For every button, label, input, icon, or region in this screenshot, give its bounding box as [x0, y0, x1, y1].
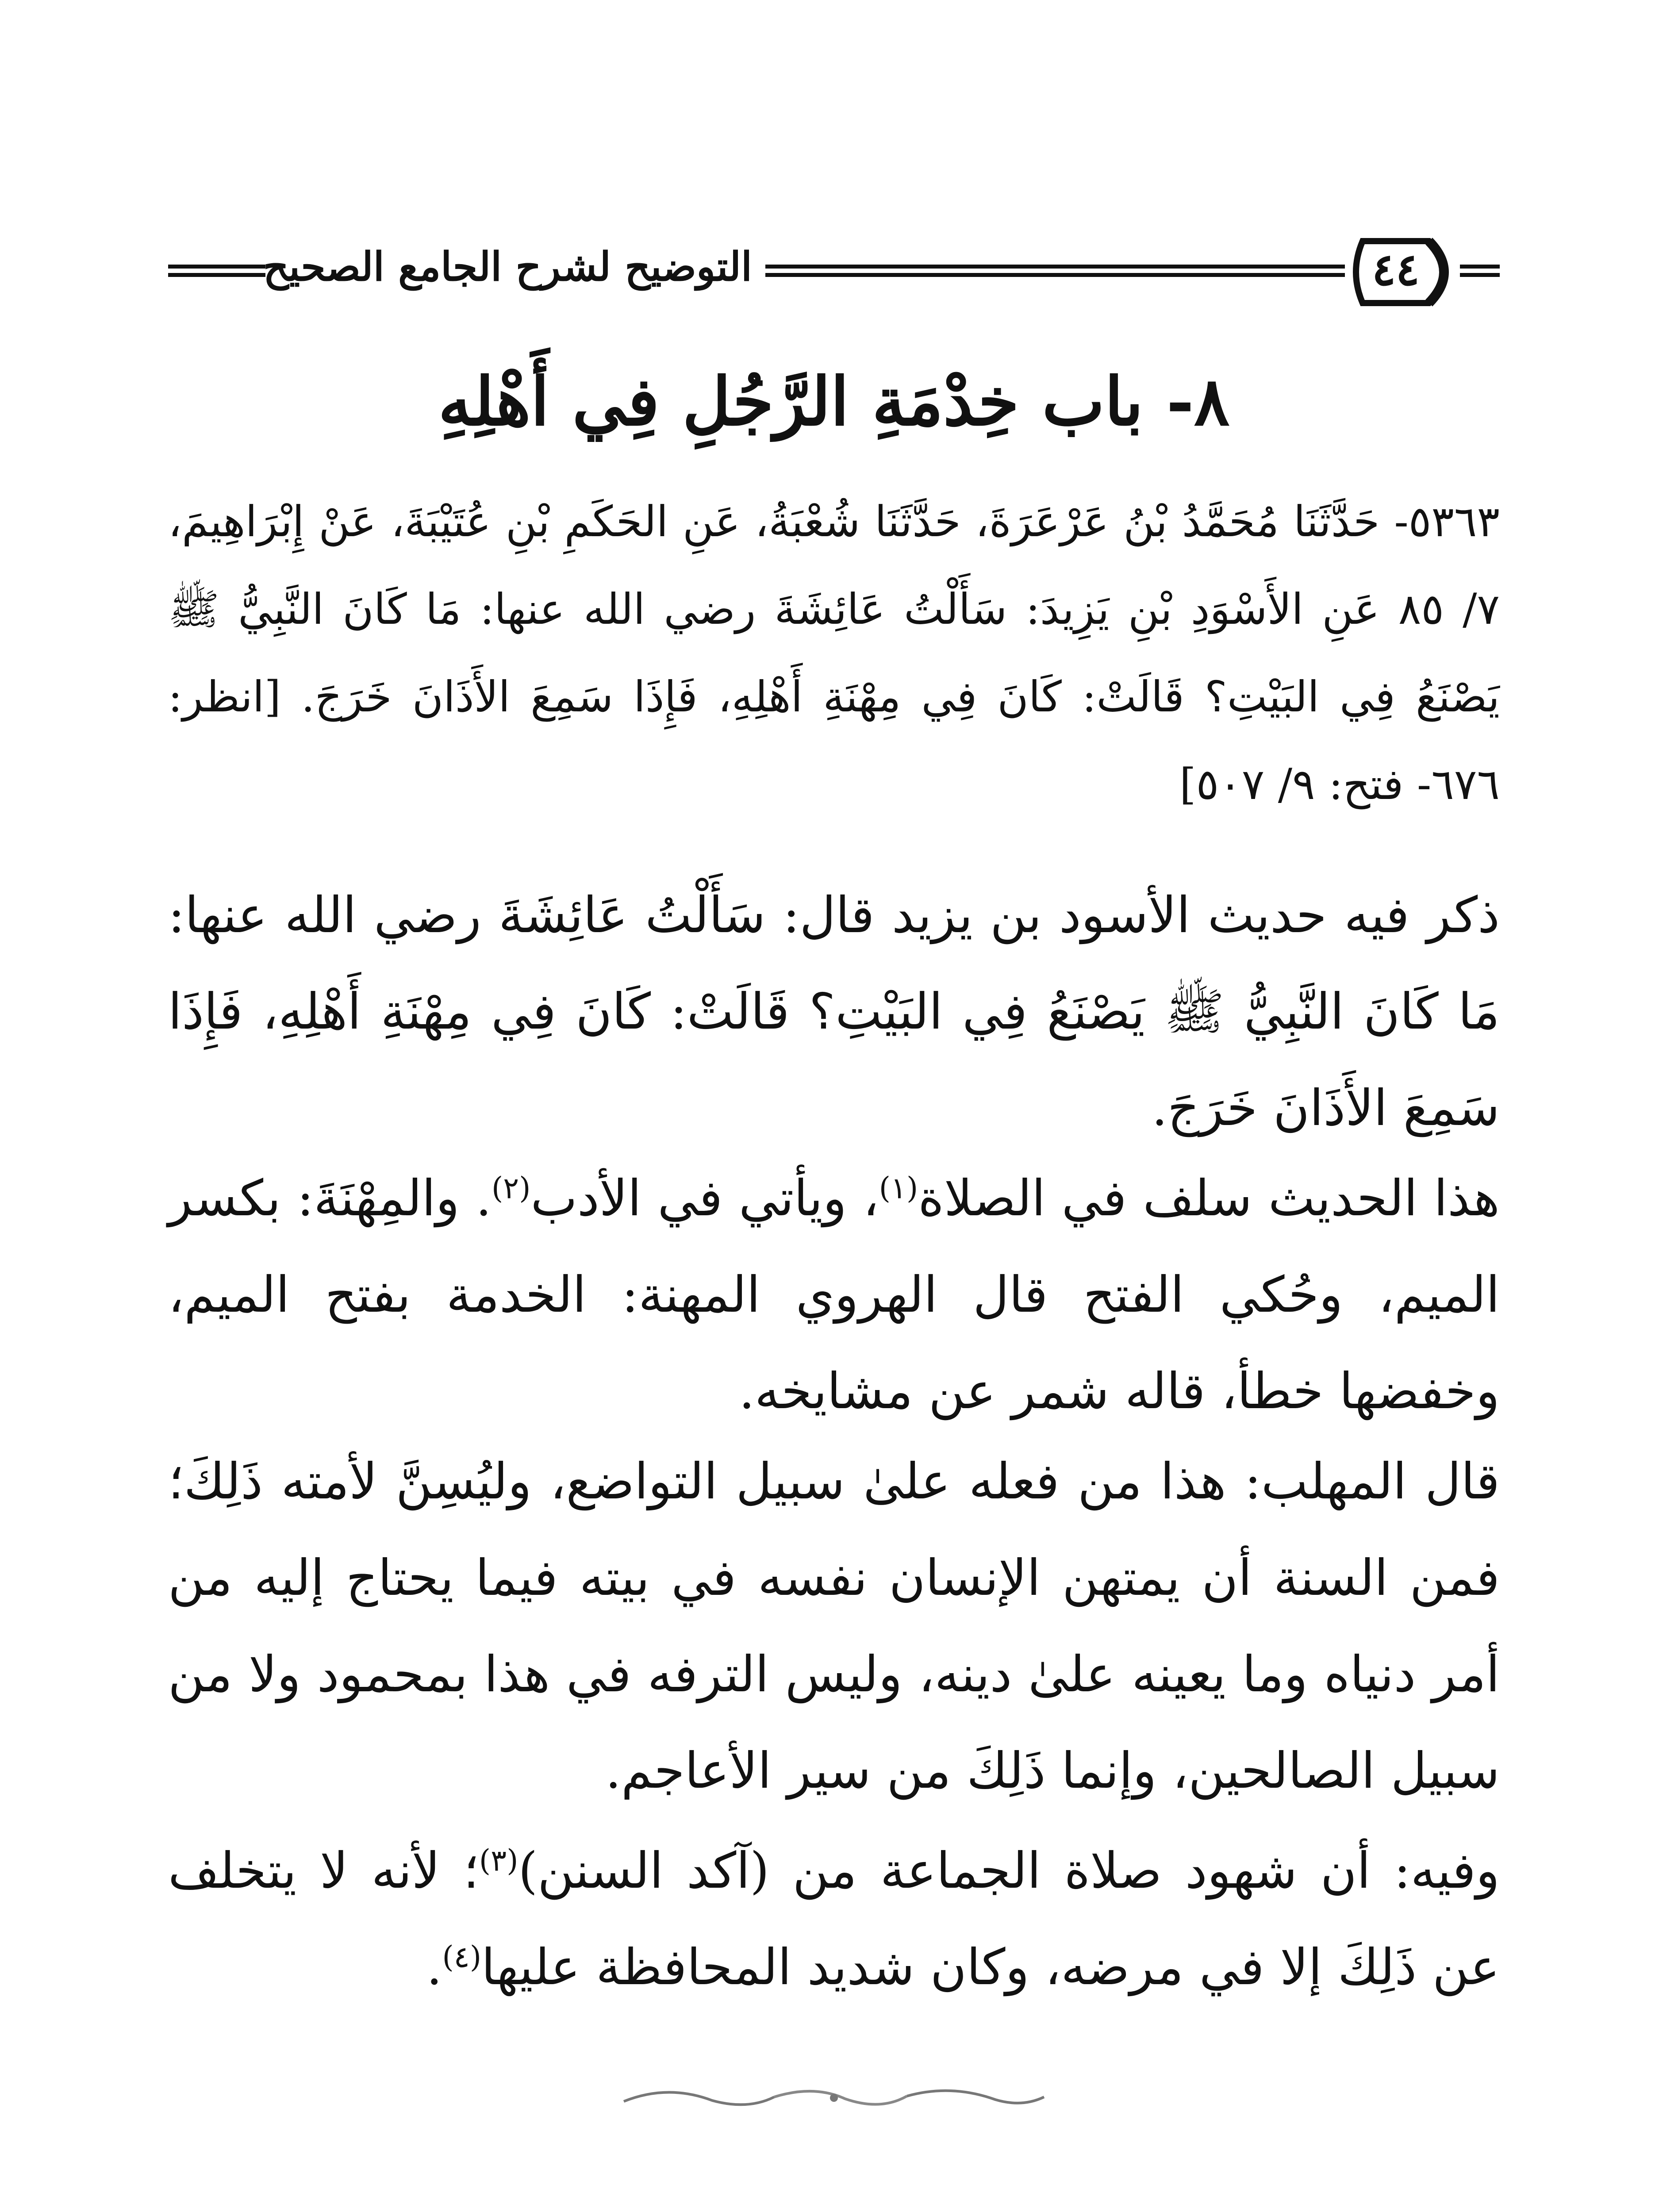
- footnote-ref-2[interactable]: (٢): [491, 1171, 531, 1206]
- paragraph-4-part-c: .: [426, 1939, 442, 1996]
- paragraph-1: ذكر فيه حديث الأسود بن يزيد قال: سَأَلْتُ عَائِشَةَ رضي الله عنها: مَا كَانَ النَّبِيُّ ﷺ يَصْنَعُ فِي البَيْتِ؟ قَالَتْ: كَانَ فِي مِهْنَةِ أَهْلِهِ، فَإِذَا سَمِعَ الأَذَانَ خَرَجَ.: [168, 887, 1500, 1137]
- header-rule-long: [765, 265, 1345, 277]
- footnote-ref-3[interactable]: (٣): [479, 1843, 518, 1878]
- paragraph-2: [168, 1150, 1500, 1440]
- paragraph-2-part-a: هذا الحديث سلف في الصلاة: [918, 1170, 1500, 1227]
- page-number: ٤٤: [1372, 243, 1420, 296]
- section-divider-ornament-icon: [615, 2079, 1053, 2115]
- paragraph-4-part-a: وفيه: أن شهود صلاة الجماعة من (آكد السنن): [518, 1842, 1500, 1900]
- hadith-text: ٥٣٦٣- حَدَّثَنَا مُحَمَّدُ بْنُ عَرْعَرَةَ، حَدَّثَنَا شُعْبَةُ، عَنِ الحَكَمِ بْنِ عُتَيْبَةَ، عَنْ إِبْرَاهِيمَ، ٧/ ٨٥ عَنِ الأَسْوَدِ بْنِ يَزِيدَ: سَأَلْتُ عَائِشَةَ رضي الله عنها: مَا كَانَ النَّبِيُّ ﷺ يَصْنَعُ فِي البَيْتِ؟ قَالَتْ: كَانَ فِي مِهْنَةِ أَهْلِهِ، فَإِذَا سَمِعَ الأَذَانَ خَرَجَ. [انظر: ٦٧٦- فتح: ٩/ ٥٠٧]: [168, 497, 1500, 809]
- page-number-badge: [1345, 230, 1464, 314]
- footnote-ref-4[interactable]: (٤): [442, 1939, 482, 1974]
- running-title: التوضيح لشرح الجامع الصحيح: [263, 243, 752, 290]
- chapter-title: ٨- باب خِدْمَةِ الرَّجُلِ فِي أَهْلِهِ: [438, 363, 1230, 441]
- book-page: [168, 230, 1500, 2212]
- running-header: [168, 230, 1500, 319]
- header-rule-short: [168, 265, 265, 277]
- paragraph-2-part-b: ، ويأتي في الأدب: [530, 1170, 879, 1227]
- footnote-ref-1[interactable]: (١): [879, 1171, 918, 1206]
- header-rule-right: [1460, 265, 1500, 277]
- paragraph-4-part-b: ؛ لأنه لا يتخلف عن ذَلِكَ إلا في مرضه، وكان شديد المحافظة عليها: [168, 1842, 1500, 1996]
- paragraph-4: [168, 1823, 1500, 2016]
- paragraph-3: قال المهلب: هذا من فعله علىٰ سبيل التواضع، وليُسِنَّ لأمته ذَلِكَ؛ فمن السنة أن يمتهن الإنسان نفسه في بيته فيما يحتاج إليه من أمر دنياه وما يعينه علىٰ دينه، وليس الترفه في هذا بمحمود ولا من سبيل الصالحين، وإنما ذَلِكَ من سير الأعاجم.: [168, 1453, 1500, 1800]
- paragraph-2-part-c: . والمِهْنَةَ: بكسر الميم، وحُكي الفتح قال الهروي المهنة: الخدمة بفتح الميم، وخفضها خطأ، قاله شمر عن مشايخه.: [168, 1170, 1500, 1420]
